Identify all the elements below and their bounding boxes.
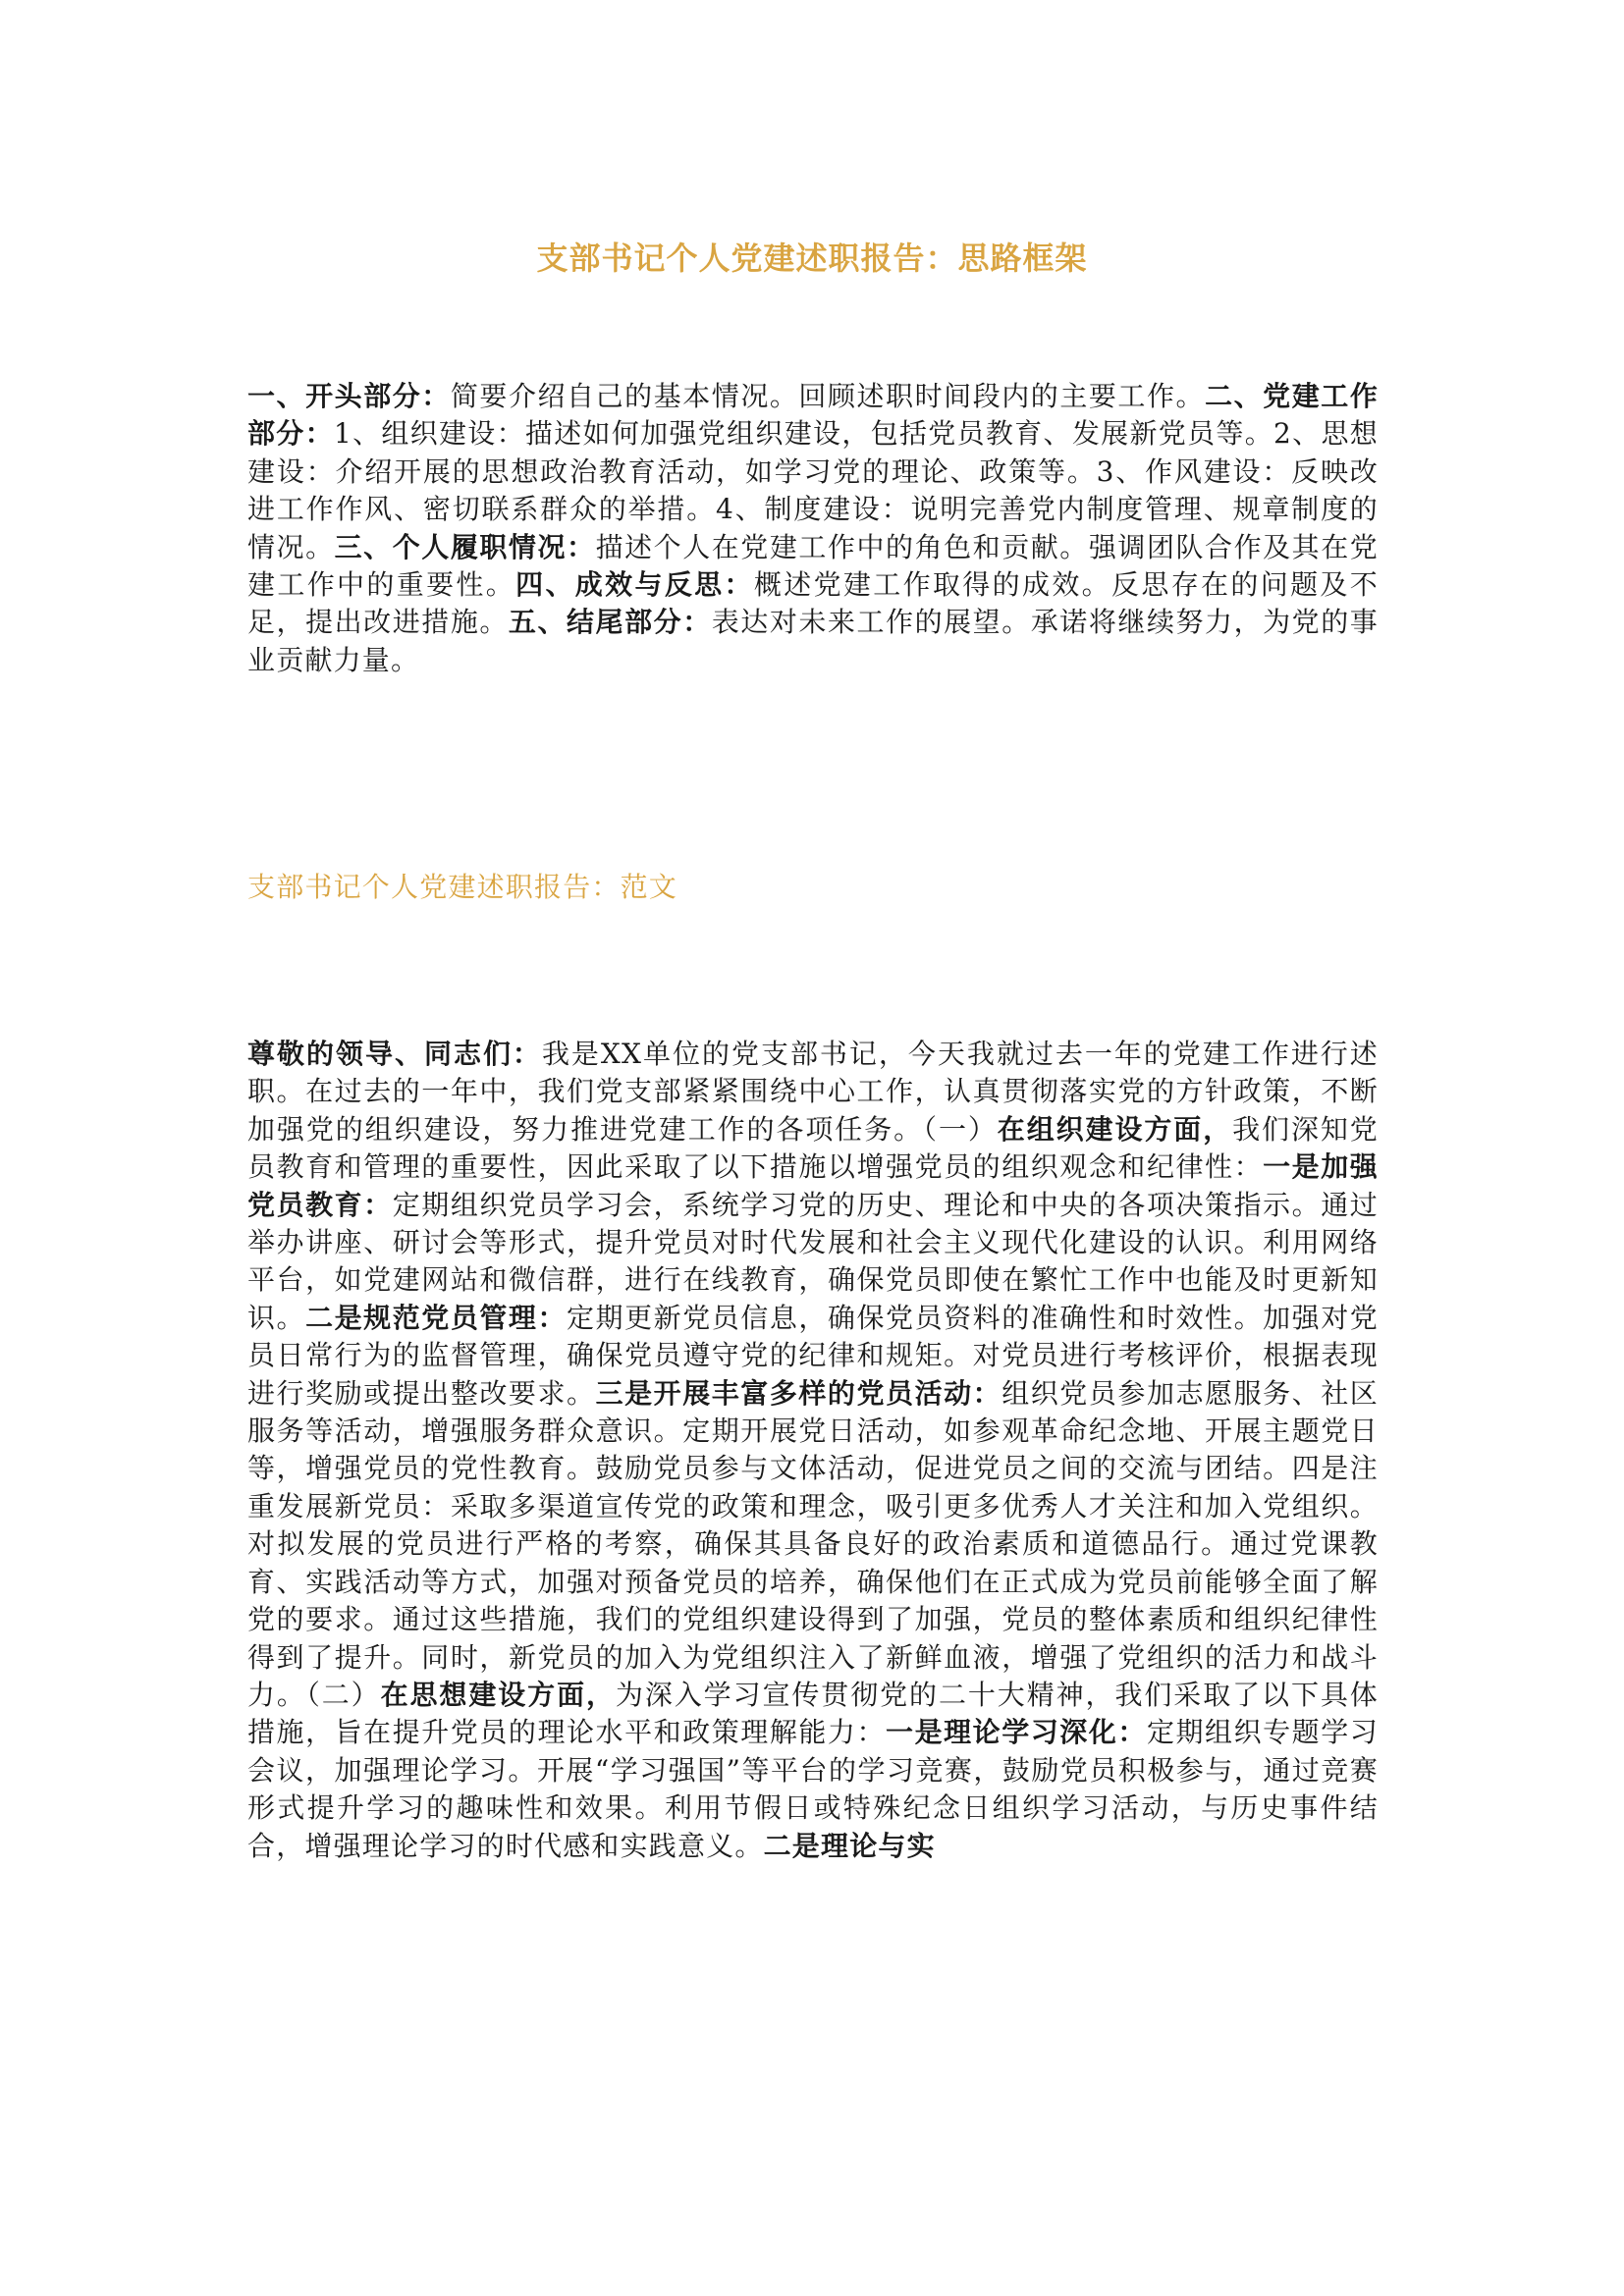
framework-text-1: 简要介绍自己的基本情况。回顾述职时间段内的主要工作。 <box>450 380 1206 412</box>
org-building-heading: 在组织建设方面， <box>997 1112 1233 1146</box>
sample-text-5: 组织党员参加志愿服务、社区服务等活动，增强服务群众意识。定期开展党日活动，如参观革命纪念地、开展主题党日等，增强党员的党性教育。鼓励党员参与文体活动，促进党员之间的交流与团结。四是注重发展新党员：采取多渠道宣传党的政策和理念，吸引更多优秀人才关注和加入党组织。对拟发展的党员进行严格的考察，确保其具备良好的政治素质和道德品行。通过党课教育、实践活动等方式，加强对预备党员的培养，确保他们在正式成为党员前能够全面了解党的要求。通过这些措施，我们的党组织建设得到了加强，党员的整体素质和组织纪律性得到了提升。同时，新党员的加入为党组织注入了新鲜血液，增强了党组织的活力和战斗力。（二） <box>247 1376 1379 1711</box>
framework-heading-5: 五、结尾部分： <box>508 606 712 639</box>
framework-heading-4: 四、成效与反思： <box>515 568 754 602</box>
ideology-building-heading: 在思想建设方面， <box>380 1678 616 1711</box>
framework-heading-1: 一、开头部分： <box>247 380 451 412</box>
sample-text-3: 定期组织党员学习会，系统学习党的历史、理论和中央的各项决策指示。通过举办讲座、研讨会等形式，提升党员对时代发展和社会主义现代化建设的认识。利用网络平台，如党建网站和微信群，进行在线教育，确保党员即使在繁忙工作中也能及时更新知识。 <box>247 1188 1379 1334</box>
salutation: 尊敬的领导、同志们： <box>247 1038 542 1070</box>
theory-study-heading: 一是理论学习深化： <box>886 1716 1147 1749</box>
framework-paragraph <box>247 378 1379 679</box>
framework-text-3: 描述个人在党建工作中的角色和贡献。强调团队合作及其在党建工作中的重要性。 <box>247 530 1379 602</box>
sample-text-2: 我们深知党员教育和管理的重要性，因此采取了以下措施以增强党员的组织观念和纪律性： <box>247 1112 1379 1184</box>
framework-heading-3: 三、个人履职情况： <box>334 530 596 563</box>
sample-text-1: 我是XX单位的党支部书记，今天我就过去一年的党建工作进行述职。在过去的一年中，我们党支部紧紧围绕中心工作，认真贯彻落实党的方针政策，不断加强党的组织建设，努力推进党建工作的各项任务。（一） <box>247 1038 1379 1146</box>
sample-text-6: 为深入学习宣传贯彻党的二十大精神，我们采取了以下具体措施，旨在提升党员的理论水平和政策理解能力： <box>247 1678 1379 1749</box>
sample-text-4: 定期更新党员信息，确保党员资料的准确性和时效性。加强对党员日常行为的监督管理，确保党员遵守党的纪律和规矩。对党员进行考核评价，根据表现进行奖励或提出整改要求。 <box>247 1301 1379 1410</box>
member-activities-heading: 三是开展丰富多样的党员活动： <box>595 1376 1002 1410</box>
member-management-heading: 二是规范党员管理： <box>305 1301 568 1334</box>
framework-text-5: 表达对未来工作的展望。承诺将继续努力，为党的事业贡献力量。 <box>247 606 1379 676</box>
theory-practice-heading: 二是理论与实 <box>763 1829 936 1862</box>
framework-heading-2: 二、党建工作部分： <box>247 380 1380 451</box>
member-education-heading: 一是加强党员教育： <box>247 1150 1379 1221</box>
sample-paragraph <box>247 1036 1379 1865</box>
sample-section-heading: 支部书记个人党建述职报告：范文 <box>247 871 678 903</box>
page-title: 支部书记个人党建述职报告：思路框架 <box>536 240 1088 277</box>
sample-text-7: 定期组织专题学习会议，加强理论学习。开展“学习强国”等平台的学习竞赛，鼓励党员积极参与，通过竞赛形式提升学习的趣味性和效果。利用节假日或特殊纪念日组织学习活动，与历史事件结合，增强理论学习的时代感和实践意义。 <box>247 1716 1379 1862</box>
framework-text-2: 1、组织建设：描述如何加强党组织建设，包括党员教育、发展新党员等。2、思想建设：介绍开展的思想政治教育活动，如学习党的理论、政策等。3、作风建设：反映改进工作作风、密切联系群众的举措。4、制度建设：说明完善党内制度管理、规章制度的情况。 <box>247 417 1379 563</box>
framework-text-4: 概述党建工作取得的成效。反思存在的问题及不足，提出改进措施。 <box>247 568 1379 639</box>
